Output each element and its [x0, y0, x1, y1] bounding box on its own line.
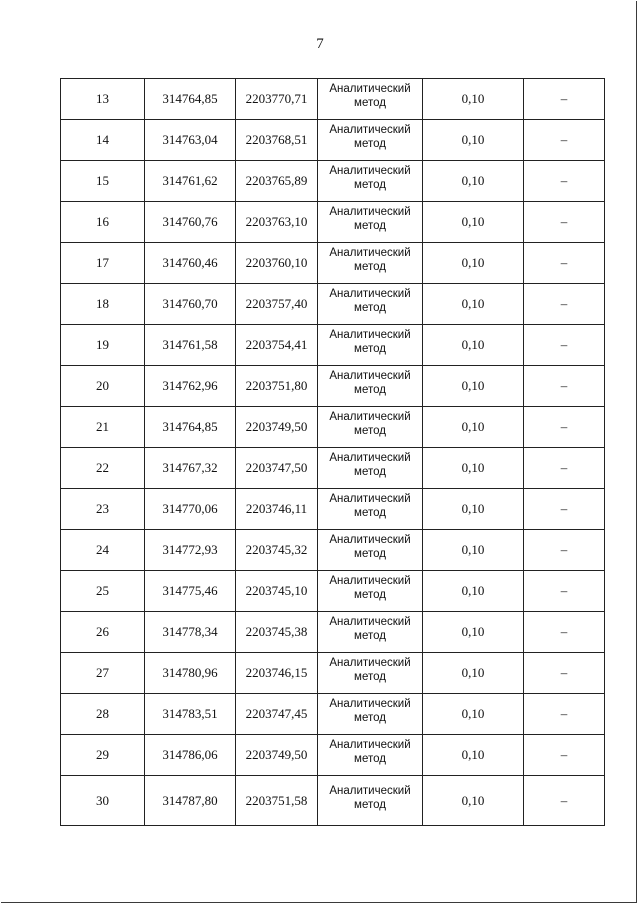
point-number-cell: 30: [61, 776, 145, 826]
x-coordinate-cell: 314778,34: [145, 612, 236, 653]
method-line-2: метод: [354, 466, 386, 478]
table-row: [61, 530, 605, 571]
note-cell: –: [524, 612, 605, 653]
point-number-cell: 16: [61, 202, 145, 243]
method-line-1: Аналитический: [329, 247, 411, 259]
precision-cell: 0,10: [423, 284, 524, 325]
table-row: [61, 489, 605, 530]
note-cell: –: [524, 530, 605, 571]
table-row: [61, 120, 605, 161]
y-coordinate-cell: 2203747,50: [236, 448, 318, 489]
table-row: [61, 694, 605, 735]
precision-cell: 0,10: [423, 735, 524, 776]
precision-cell: 0,10: [423, 571, 524, 612]
note-cell: –: [524, 694, 605, 735]
precision-cell: 0,10: [423, 120, 524, 161]
method-line-1: Аналитический: [329, 329, 411, 341]
note-cell: –: [524, 448, 605, 489]
method-cell: [318, 489, 423, 530]
method-line-1: Аналитический: [329, 288, 411, 300]
method-cell: [318, 571, 423, 612]
method-line-1: Аналитический: [329, 616, 411, 628]
note-cell: –: [524, 776, 605, 826]
point-number-cell: 28: [61, 694, 145, 735]
method-line-1: Аналитический: [329, 411, 411, 423]
table-row: [61, 325, 605, 366]
point-number-cell: 21: [61, 407, 145, 448]
method-line-2: метод: [354, 220, 386, 232]
x-coordinate-cell: 314764,85: [145, 79, 236, 120]
y-coordinate-cell: 2203745,10: [236, 571, 318, 612]
y-coordinate-cell: 2203770,71: [236, 79, 318, 120]
method-line-2: метод: [354, 384, 386, 396]
method-line-2: метод: [354, 302, 386, 314]
y-coordinate-cell: 2203763,10: [236, 202, 318, 243]
point-number-cell: 26: [61, 612, 145, 653]
page-number: 7: [316, 36, 324, 52]
precision-cell: 0,10: [423, 161, 524, 202]
method-line-2: метод: [354, 261, 386, 273]
precision-cell: 0,10: [423, 653, 524, 694]
method-line-1: Аналитический: [329, 575, 411, 587]
y-coordinate-cell: 2203754,41: [236, 325, 318, 366]
x-coordinate-cell: 314760,76: [145, 202, 236, 243]
method-cell: [318, 735, 423, 776]
note-cell: –: [524, 79, 605, 120]
y-coordinate-cell: 2203760,10: [236, 243, 318, 284]
precision-cell: 0,10: [423, 407, 524, 448]
method-line-2: метод: [354, 97, 386, 109]
precision-cell: 0,10: [423, 448, 524, 489]
y-coordinate-cell: 2203746,11: [236, 489, 318, 530]
point-number-cell: 17: [61, 243, 145, 284]
note-cell: –: [524, 161, 605, 202]
method-line-2: метод: [354, 712, 386, 724]
table-row: [61, 161, 605, 202]
note-cell: –: [524, 120, 605, 161]
note-cell: –: [524, 243, 605, 284]
point-number-cell: 29: [61, 735, 145, 776]
method-cell: [318, 694, 423, 735]
x-coordinate-cell: 314783,51: [145, 694, 236, 735]
note-cell: –: [524, 284, 605, 325]
precision-cell: 0,10: [423, 489, 524, 530]
y-coordinate-cell: 2203749,50: [236, 735, 318, 776]
method-cell: [318, 243, 423, 284]
x-coordinate-cell: 314786,06: [145, 735, 236, 776]
table-row: [61, 366, 605, 407]
method-line-2: метод: [354, 425, 386, 437]
table-row: [61, 653, 605, 694]
x-coordinate-cell: 314762,96: [145, 366, 236, 407]
method-line-1: Аналитический: [329, 370, 411, 382]
y-coordinate-cell: 2203757,40: [236, 284, 318, 325]
x-coordinate-cell: 314770,06: [145, 489, 236, 530]
method-line-1: Аналитический: [329, 698, 411, 710]
table-row: [61, 776, 605, 826]
precision-cell: 0,10: [423, 530, 524, 571]
y-coordinate-cell: 2203751,80: [236, 366, 318, 407]
method-line-1: Аналитический: [329, 124, 411, 136]
method-line-2: метод: [354, 548, 386, 560]
table-row: [61, 202, 605, 243]
precision-cell: 0,10: [423, 612, 524, 653]
note-cell: –: [524, 489, 605, 530]
table-row: [61, 612, 605, 653]
y-coordinate-cell: 2203745,38: [236, 612, 318, 653]
table-row: [61, 735, 605, 776]
x-coordinate-cell: 314767,32: [145, 448, 236, 489]
note-cell: –: [524, 653, 605, 694]
x-coordinate-cell: 314764,85: [145, 407, 236, 448]
note-cell: –: [524, 407, 605, 448]
method-cell: [318, 202, 423, 243]
x-coordinate-cell: 314780,96: [145, 653, 236, 694]
method-line-2: метод: [354, 630, 386, 642]
method-line-1: Аналитический: [329, 206, 411, 218]
method-line-1: Аналитический: [329, 534, 411, 546]
point-number-cell: 14: [61, 120, 145, 161]
point-number-cell: 25: [61, 571, 145, 612]
point-number-cell: 20: [61, 366, 145, 407]
table-row: [61, 407, 605, 448]
point-number-cell: 15: [61, 161, 145, 202]
method-line-2: метод: [354, 753, 386, 765]
precision-cell: 0,10: [423, 366, 524, 407]
x-coordinate-cell: 314761,62: [145, 161, 236, 202]
y-coordinate-cell: 2203745,32: [236, 530, 318, 571]
method-line-2: метод: [354, 798, 386, 811]
precision-cell: 0,10: [423, 243, 524, 284]
point-number-cell: 24: [61, 530, 145, 571]
y-coordinate-cell: 2203768,51: [236, 120, 318, 161]
method-line-1: Аналитический: [329, 493, 411, 505]
note-cell: –: [524, 571, 605, 612]
point-number-cell: 19: [61, 325, 145, 366]
method-cell: [318, 366, 423, 407]
method-cell: [318, 325, 423, 366]
x-coordinate-cell: 314761,58: [145, 325, 236, 366]
x-coordinate-cell: 314760,46: [145, 243, 236, 284]
method-line-2: метод: [354, 507, 386, 519]
point-number-cell: 18: [61, 284, 145, 325]
table-row: [61, 284, 605, 325]
x-coordinate-cell: 314775,46: [145, 571, 236, 612]
method-line-2: метод: [354, 589, 386, 601]
note-cell: –: [524, 202, 605, 243]
precision-cell: 0,10: [423, 202, 524, 243]
method-cell: [318, 448, 423, 489]
point-number-cell: 27: [61, 653, 145, 694]
point-number-cell: 23: [61, 489, 145, 530]
method-cell: [318, 612, 423, 653]
table-row: [61, 79, 605, 120]
method-cell: [318, 653, 423, 694]
precision-cell: 0,10: [423, 79, 524, 120]
method-cell: [318, 407, 423, 448]
table-row: [61, 571, 605, 612]
table-row: [61, 448, 605, 489]
method-cell: [318, 161, 423, 202]
method-cell: [318, 284, 423, 325]
y-coordinate-cell: 2203746,15: [236, 653, 318, 694]
method-line-2: метод: [354, 671, 386, 683]
note-cell: –: [524, 325, 605, 366]
method-line-2: метод: [354, 179, 386, 191]
precision-cell: 0,10: [423, 325, 524, 366]
point-number-cell: 13: [61, 79, 145, 120]
x-coordinate-cell: 314763,04: [145, 120, 236, 161]
method-line-1: Аналитический: [329, 165, 411, 177]
y-coordinate-cell: 2203765,89: [236, 161, 318, 202]
precision-cell: 0,10: [423, 776, 524, 826]
coordinates-table-body: [61, 79, 605, 826]
method-cell: [318, 530, 423, 571]
method-line-2: метод: [354, 343, 386, 355]
y-coordinate-cell: 2203751,58: [236, 776, 318, 826]
method-cell: [318, 79, 423, 120]
precision-cell: 0,10: [423, 694, 524, 735]
table-row: [61, 243, 605, 284]
method-line-1: Аналитический: [329, 452, 411, 464]
method-line-1: Аналитический: [329, 657, 411, 669]
x-coordinate-cell: 314772,93: [145, 530, 236, 571]
method-line-1: Аналитический: [329, 784, 411, 797]
note-cell: –: [524, 366, 605, 407]
y-coordinate-cell: 2203749,50: [236, 407, 318, 448]
method-line-2: метод: [354, 138, 386, 150]
coordinates-table: [60, 78, 605, 826]
note-cell: –: [524, 735, 605, 776]
x-coordinate-cell: 314787,80: [145, 776, 236, 826]
x-coordinate-cell: 314760,70: [145, 284, 236, 325]
method-line-1: Аналитический: [329, 739, 411, 751]
method-cell: [318, 120, 423, 161]
y-coordinate-cell: 2203747,45: [236, 694, 318, 735]
method-cell: [318, 776, 423, 826]
point-number-cell: 22: [61, 448, 145, 489]
method-line-1: Аналитический: [329, 83, 411, 95]
